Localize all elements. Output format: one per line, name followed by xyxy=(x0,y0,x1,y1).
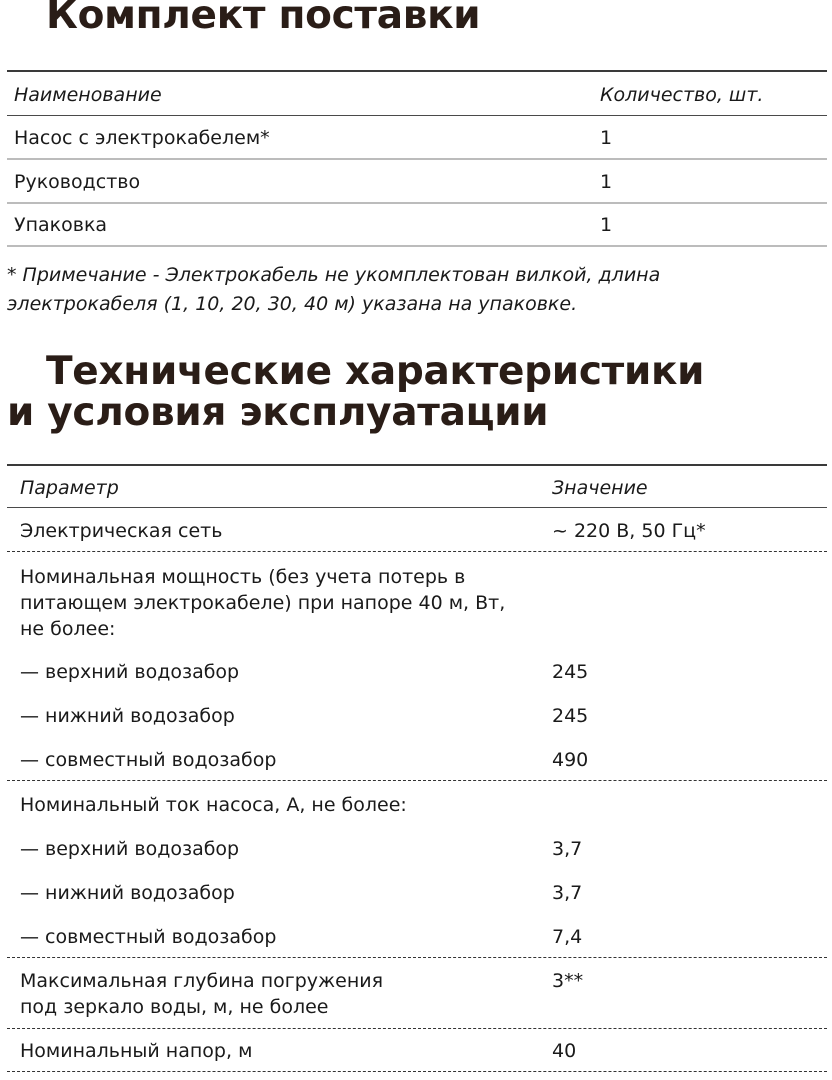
spec-value: 3,7 xyxy=(552,882,583,904)
delivery-item-qty: 1 xyxy=(600,214,613,236)
header-name: Наименование xyxy=(14,84,162,106)
delivery-item-qty: 1 xyxy=(600,171,613,193)
header-rule xyxy=(7,507,827,508)
spec-param: — нижний водозабор xyxy=(20,882,235,904)
spec-param: — верхний водозабор xyxy=(20,661,240,683)
row-divider xyxy=(7,1028,827,1029)
table-bottom-rule xyxy=(7,245,827,247)
spec-param-line3: не более: xyxy=(20,618,116,640)
spec-param-line2: питающем электрокабеле) при напоре 40 м, Вт, xyxy=(20,592,506,614)
table-top-rule xyxy=(7,70,827,72)
section-title-specs-line1: Технические характеристики xyxy=(46,349,705,394)
section-title-specs-line2: и условия эксплуатации xyxy=(7,390,549,435)
spec-param: Номинальный напор, м xyxy=(20,1040,253,1062)
spec-param-line2: под зеркало воды, м, не более xyxy=(20,996,329,1018)
delivery-note-line1: * Примечание - Электрокабель не укомплектован вилкой, длина xyxy=(7,264,661,286)
delivery-item-name: Упаковка xyxy=(14,214,108,236)
header-value: Значение xyxy=(552,477,648,499)
spec-value: 490 xyxy=(552,749,589,771)
spec-value: 3** xyxy=(552,970,584,992)
spec-param: — нижний водозабор xyxy=(20,705,235,727)
spec-param: — верхний водозабор xyxy=(20,838,240,860)
spec-param: Номинальный ток насоса, А, не более: xyxy=(20,794,407,816)
table-top-rule xyxy=(7,464,827,466)
spec-value: ~ 220 В, 50 Гц* xyxy=(552,520,706,542)
row-divider xyxy=(7,158,827,160)
spec-param: — совместный водозабор xyxy=(20,749,277,771)
spec-param-line1: Номинальная мощность (без учета потерь в xyxy=(20,566,466,588)
delivery-note-line2: электрокабеля (1, 10, 20, 30, 40 м) указана на упаковке. xyxy=(7,293,578,315)
header-qty: Количество, шт. xyxy=(600,84,764,106)
spec-value: 245 xyxy=(552,705,589,727)
spec-param: — совместный водозабор xyxy=(20,926,277,948)
spec-param-line1: Максимальная глубина погружения xyxy=(20,970,384,992)
section-title-delivery: Комплект поставки xyxy=(46,0,481,38)
delivery-item-qty: 1 xyxy=(600,127,613,149)
spec-value: 7,4 xyxy=(552,926,583,948)
spec-param: Электрическая сеть xyxy=(20,520,223,542)
delivery-item-name: Насос с электрокабелем* xyxy=(14,127,270,149)
spec-value: 40 xyxy=(552,1040,577,1062)
row-divider xyxy=(7,202,827,204)
row-divider xyxy=(7,551,827,552)
row-divider xyxy=(7,957,827,958)
delivery-item-name: Руководство xyxy=(14,171,141,193)
header-rule xyxy=(7,115,827,116)
header-param: Параметр xyxy=(20,477,119,499)
row-divider xyxy=(7,1071,827,1072)
spec-value: 3,7 xyxy=(552,838,583,860)
row-divider xyxy=(7,780,827,781)
spec-value: 245 xyxy=(552,661,589,683)
